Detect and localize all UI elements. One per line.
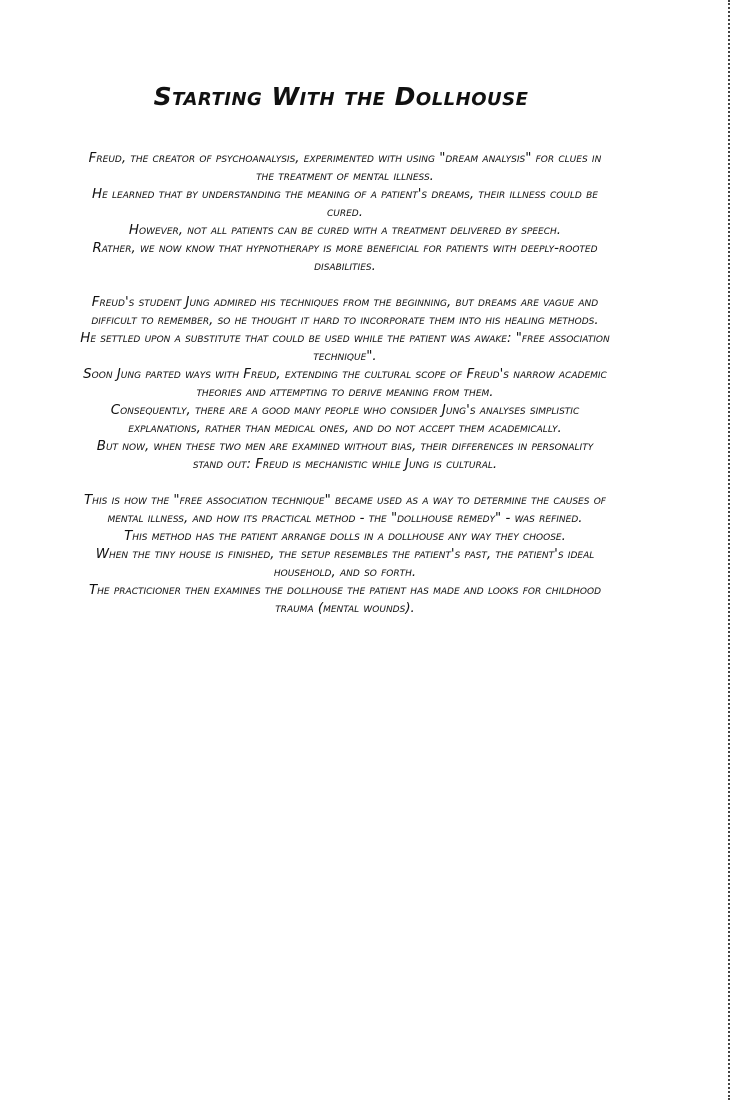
paragraph: This method has the patient arrange dolls in a dollhouse any way they choose. xyxy=(124,529,566,544)
page-title: Starting With the Dollhouse xyxy=(153,82,529,111)
paragraph: However, not all patients can be cured with a treatment delivered by speech. xyxy=(128,223,562,238)
paragraph: Soon Jung parted ways with Freud, extending the cultural scope of Freud's narrow academic theories and attempting to derive meaning from them. xyxy=(83,367,607,400)
section-gap xyxy=(80,474,610,492)
section-gap xyxy=(80,276,610,294)
paragraph: Freud's student Jung admired his techniques from the beginning, but dreams are vague and difficult to remember, so he thought it hard to incorporate them into his healing methods. xyxy=(91,295,599,328)
dotted-page-edge xyxy=(728,0,730,1100)
paragraph: Rather, we now know that hypnotherapy is more beneficial for patients with deeply-rooted disabilities. xyxy=(92,241,598,274)
paragraph: This is how the "free association technique" became used as a way to determine the causes of mental illness, and how its practical method - the "dollhouse remedy" - was refined. xyxy=(84,493,606,526)
paragraph: When the tiny house is finished, the setup resembles the patient's past, the patient's ideal household, and so forth. xyxy=(95,547,595,580)
paragraph: But now, when these two men are examined without bias, their differences in personality stand out: Freud is mechanistic while Jung is cultural. xyxy=(96,439,594,472)
paragraph: He settled upon a substitute that could be used while the patient was awake: "free association technique". xyxy=(80,331,610,364)
body-text xyxy=(80,150,610,618)
paragraph: Freud, the creator of psychoanalysis, experimented with using "dream analysis" for clues in the treatment of mental illness. xyxy=(88,151,602,184)
paragraph: He learned that by understanding the meaning of a patient's dreams, their illness could be cured. xyxy=(92,187,598,220)
paragraph: Consequently, there are a good many people who consider Jung's analyses simplistic explanations, rather than medical ones, and do not accept them academically. xyxy=(110,403,580,436)
paragraph: The practicioner then examines the dollhouse the patient has made and looks for childhood trauma (mental wounds). xyxy=(88,583,602,616)
